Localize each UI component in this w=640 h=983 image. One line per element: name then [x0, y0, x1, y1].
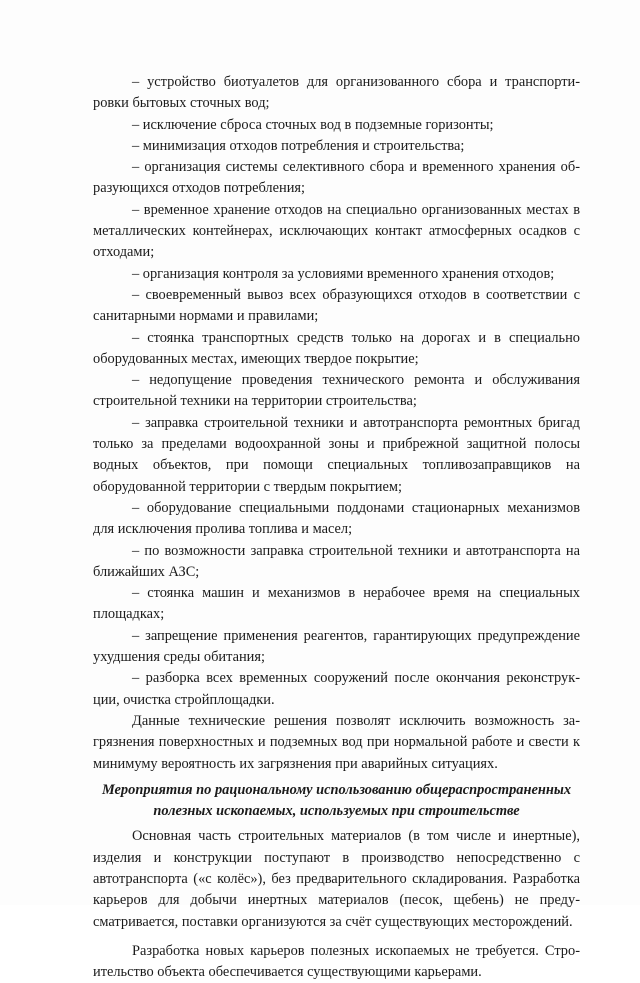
list-item: – минимизация отходов потребления и строительства; — [132, 137, 465, 154]
body-paragraph: Основная часть строительных материалов (в том числе и инертные), изделия и конструкции поступают в производство непосредственно с автотранспорта («с колёс»), без предварительного складирования. Разработка карьеров для добычи инертных материалов (песок, щебень) не предусматривается, поставки организуются за счёт существующих месторождений. — [93, 828, 580, 930]
list-item: – организация контроля за условиями временного хранения отходов; — [132, 265, 555, 282]
summary-paragraph: Данные технические решения позволят исключить возможность загрязнения поверхностных и подземных вод при нормальной работе и свести к минимуму вероятность их загрязнения при аварийных ситуациях. — [93, 712, 580, 772]
list-item: – своевременный вывоз всех образующихся отходов в соответствии с санитарными нормами и правилами; — [93, 286, 580, 325]
document-body — [93, 72, 580, 983]
list-item: – разборка всех временных сооружений после окончания реконструкции, очистка стройплощадки. — [93, 670, 580, 708]
body-paragraph: Разработка новых карьеров полезных ископаемых не требуется. Строительство объекта обеспечивается существующими карьерами. — [93, 942, 580, 981]
list-item: – по возможности заправка строительной техники и автотранспорта на ближайших АЗС; — [93, 542, 580, 580]
list-item: – организация системы селективного сбора и временного хранения образующихся отходов потребления; — [93, 159, 580, 197]
list-item: – заправка строительной техники и автотранспорта ремонтных бригад только за пределами водоохранной зоны и прибрежной защитной полосы водных объектов, при помощи специальных топливозаправщиков на оборудованной территории с твердым покрытием; — [93, 414, 580, 495]
list-item: – недопущение проведения технического ремонта и обслуживания строительной техники на территории строительства; — [93, 372, 580, 410]
section-heading: Мероприятия по рациональному использованию общераспространенных полезных ископаемых, используемых при строительстве — [101, 781, 572, 820]
list-item: – исключение сброса сточных вод в подземные горизонты; — [132, 116, 494, 133]
list-item: – запрещение применения реагентов, гарантирующих предупреждение ухудшения среды обитания; — [93, 627, 580, 666]
list-item: – временное хранение отходов на специально организованных местах в металлических контейнерах, исключающих контакт атмосферных осадков с отходами; — [93, 201, 580, 261]
list-item: – стоянка транспортных средств только на дорогах и в специально оборудованных местах, имеющих твердое покрытие; — [93, 329, 580, 367]
list-item: – оборудование специальными поддонами стационарных механизмов для исключения пролива топлива и масел; — [93, 499, 580, 538]
list-item: – устройство биотуалетов для организованного сбора и транспортировки бытовых сточных вод; — [93, 74, 580, 112]
list-item: – стоянка машин и механизмов в нерабочее время на специальных площадках; — [93, 585, 580, 623]
